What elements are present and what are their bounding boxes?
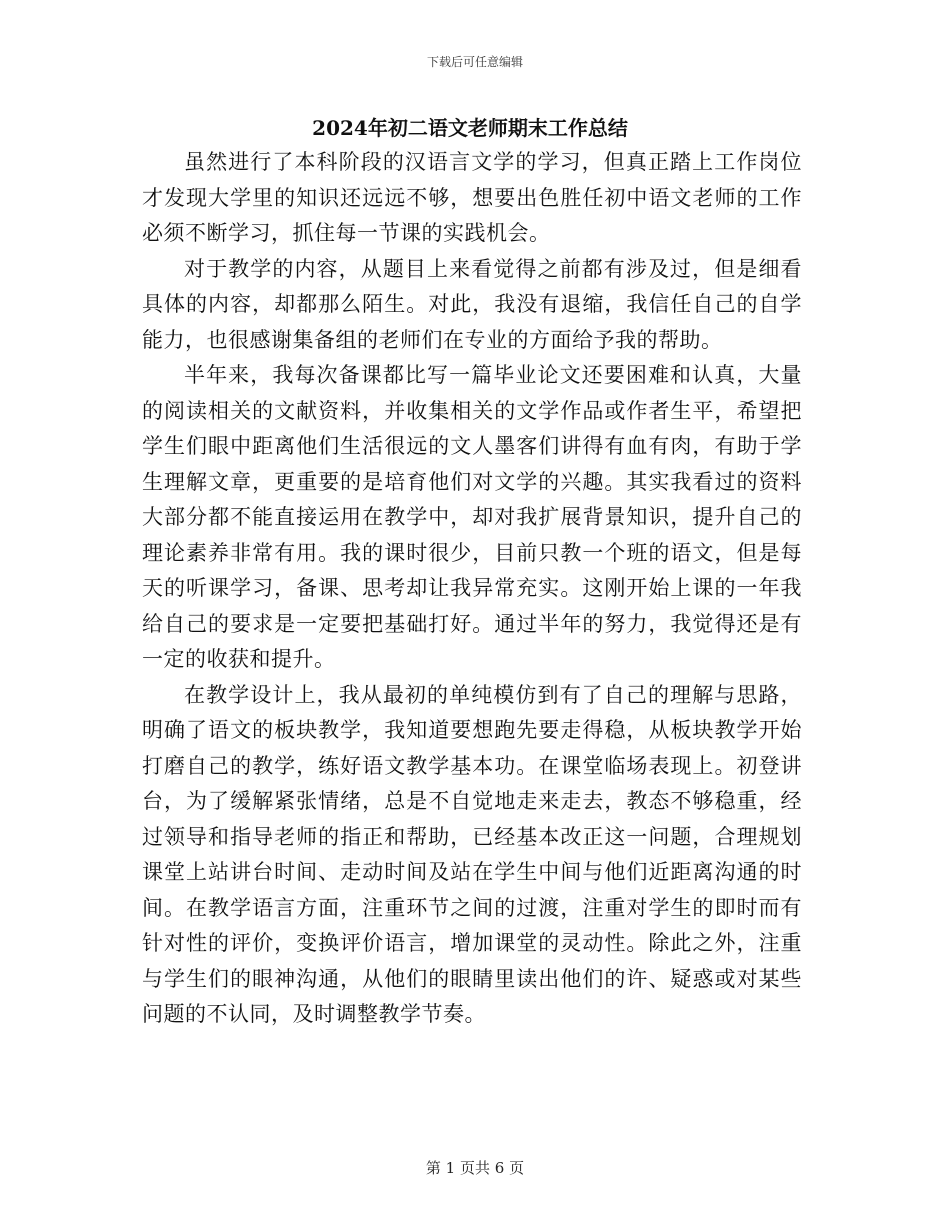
paragraph-3: 半年来，我每次备课都比写一篇毕业论文还要困难和认真，大量的阅读相关的文献资料，并收集相关的文学作品或作者生平，希望把学生们眼中距离他们生活很远的文人墨客们讲得有血有肉，有助于学生理解文章，更重要的是培育他们对文学的兴趣。其实我看过的资料大部分都不能直接运用在教学中，却对我扩展背景知识，提升自己的理论素养非常有用。我的课时很少，目前只教一个班的语文，但是每天的听课学习，备课、思考却让我异常充实。这刚开始上课的一年我给自己的要求是一定要把基础打好。通过半年的努力，我觉得还是有一定的收获和提升。: [142, 363, 802, 671]
paragraph-4: 在教学设计上，我从最初的单纯模仿到有了自己的理解与思路，明确了语文的板块教学，我知道要想跑先要走得稳，从板块教学开始打磨自己的教学，练好语文教学基本功。在课堂临场表现上。初登讲台，为了缓解紧张情绪，总是不自觉地走来走去，教态不够稳重，经过领导和指导老师的指正和帮助，已经基本改正这一问题，合理规划课堂上站讲台时间、走动时间及站在学生中间与他们近距离沟通的时间。在教学语言方面，注重环节之间的过渡，注重对学生的即时而有针对性的评价，变换评价语言，增加课堂的灵动性。除此之外，注重与学生们的眼神沟通，从他们的眼睛里读出他们的许、疑惑或对某些问题的不认同，及时调整教学节奏。: [142, 682, 802, 1026]
paragraph-2: 对于教学的内容，从题目上来看觉得之前都有涉及过，但是细看具体的内容，却都那么陌生。对此，我没有退缩，我信任自己的自学能力，也很感谢集备组的老师们在专业的方面给予我的帮助。: [142, 256, 802, 352]
paragraph-1: 虽然进行了本科阶段的汉语言文学的学习，但真正踏上工作岗位才发现大学里的知识还远远不够，想要出色胜任初中语文老师的工作必须不断学习，抓住每一节课的实践机会。: [142, 150, 802, 245]
header-note: 下载后可任意编辑: [426, 55, 523, 69]
page-number-footer: 第 1 页共 6 页: [425, 1159, 525, 1177]
document-title: 2024年初二语文老师期末工作总结: [312, 116, 628, 140]
document-body: [142, 145, 802, 1033]
